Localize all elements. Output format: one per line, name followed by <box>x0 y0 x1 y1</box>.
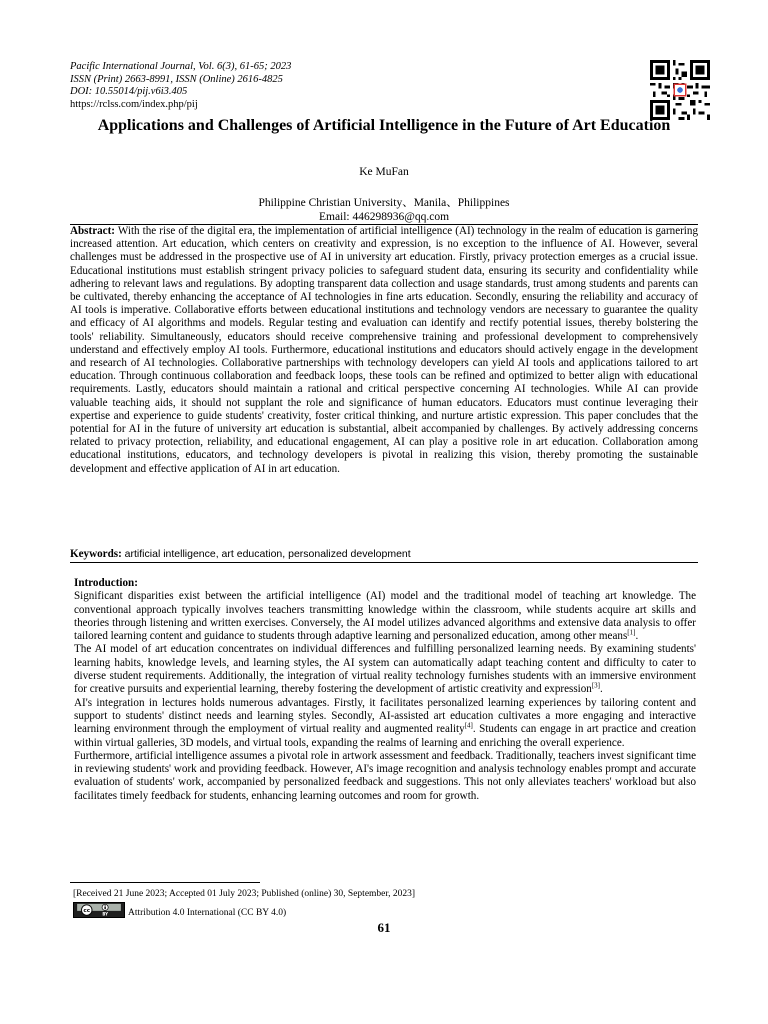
citation-ref: [1] <box>627 628 636 637</box>
cc-by-license-icon <box>73 902 125 918</box>
abstract-text: With the rise of the digital era, the implementation of artificial intelligence (AI) technology in the realm of education is garnering increased attention. Art education, which centers on creativity and expression, is no exception to the influence of AI. However, several challenges must be addressed in the prospective use of AI in university art education. Firstly, privacy protection emerges as a crucial issue. Educational institutions must establish stringent privacy policies to safeguard student data, ensuring its security and confidentiality while adhering to relevant laws and regulations. By adopting transparent data collection and usage standards, trust among students and parents can be cultivated, thereby enhancing the acceptance of AI technologies in fine arts education. Secondly, ensuring the reliability and accuracy of AI tools is imperative. Collaborative efforts between educational institutions and technology vendors are necessary to guarantee the quality and efficacy of AI algorithms and models. Regular testing and evaluation can identify and rectify potential issues, thereby bolstering the tools' reliability. Simultaneously, educators should receive comprehensive training and professional development to comprehensively understand and effectively employ AI tools. Furthermore, educational institutions and educators should actively engage in the development and research of AI technologies. Collaborative partnerships with technology developers can yield AI tools and applications tailored to art education. Through continuous collaboration and feedback loops, these tools can be refined and optimized to better align with educational requirements. Lastly, educators should maintain a rational and critical perspective concerning AI technologies. While AI can provide valuable teaching aids, it should not supplant the role and significance of human educators. Educators must continue leveraging their expertise and experience to guide students' creativity, foster critical thinking, and nurture artistic expression. This paper concludes that the potential for AI in the future of university art education is substantial, albeit accompanied by challenges. By actively addressing concerns related to privacy protection, reliability, and educational engagement, AI can play a positive role in art education. Collaboration among educational institutions, educators, and technology developers is pivotal in realizing this vision, thereby promoting the sustainable development and effective application of AI in art education. <box>70 225 698 475</box>
introduction-section <box>74 577 696 803</box>
paper-title: Applications and Challenges of Artificial Intelligence in the Future of Art Education <box>97 117 671 134</box>
keywords-bottom-rule <box>70 562 698 563</box>
intro-p3-end: . Students can engage in art practice and creation within virtual galleries, 3D models, and virtual tools, expanding the realms of learning and enriching the overall experience. <box>74 723 696 749</box>
affiliation-block <box>70 196 698 224</box>
svg-text:BY: BY <box>102 911 108 917</box>
intro-paragraph-2 <box>74 643 696 696</box>
license-text: Attribution 4.0 International (CC BY 4.0) <box>128 908 287 918</box>
keywords-label: Keywords: <box>70 548 122 560</box>
journal-issn: ISSN (Print) 2663-8991, ISSN (Online) 2616-4825 <box>70 73 283 85</box>
received-dates: [Received 21 June 2023; Accepted 01 July 2023; Published (online) 30, September, 2023] <box>73 889 416 899</box>
intro-p1-end: . <box>635 630 639 643</box>
intro-paragraph-1 <box>74 590 696 643</box>
journal-header <box>70 61 291 111</box>
introduction-heading: Introduction: <box>74 577 138 589</box>
footnote-rule <box>70 882 260 883</box>
citation-ref: [4] <box>464 721 473 730</box>
citation-ref: [3] <box>591 681 601 690</box>
journal-url[interactable]: https://rclss.com/index.php/pij <box>70 98 198 110</box>
intro-p1-text: Significant disparities exist between the artificial intelligence (AI) model and the traditional model of teaching art knowledge. The conventional approach typically involves teachers transmitting knowledge within the classroom, while students acquire art skills and theories through listening and written exercises. Conversely, the AI model utilizes advanced algorithms and extensive data analysis to offer tailored learning content and guidance to students through adaptive learning and personalized education, among other means <box>74 590 696 643</box>
page-number: 61 <box>377 920 391 935</box>
keywords <box>70 548 698 561</box>
author-email: Email: 446298936@qq.com <box>318 211 450 223</box>
intro-p2-text: The AI model of art education concentrates on individual differences and fulfilling personalized learning needs. By examining students' learning habits, knowledge levels, and learning styles, the AI system can automatically adapt teaching content and difficulty to cater to diverse student requirements. Additionally, the integration of virtual reality technology furnishes students with an immersive environment for creative pursuits and experiential learning, thereby fostering the development of artistic creativity and expression <box>74 643 696 696</box>
author-name: Ke MuFan <box>359 166 409 178</box>
affiliation: Philippine Christian University、Manila、Philippines <box>258 197 510 209</box>
svg-text:cc: cc <box>83 908 91 915</box>
qr-code-icon <box>650 60 710 120</box>
abstract-label: Abstract: <box>70 225 115 237</box>
intro-p2-end: . <box>600 683 603 696</box>
keywords-text: artificial intelligence, art education, personalized development <box>121 548 411 560</box>
intro-p3-text: AI's integration in lectures holds numerous advantages. Firstly, it facilitates personalized learning experiences by tailoring content and support to students' distinct needs and learning styles. Secondly, AI-assisted art education cultivates a more engaging and interactive learning environment through the employment of virtual reality and augmented reality <box>74 696 696 736</box>
abstract <box>70 225 698 476</box>
journal-doi: DOI: 10.55014/pij.v6i3.405 <box>70 86 188 98</box>
intro-paragraph-4: Furthermore, artificial intelligence assumes a pivotal role in artwork assessment and feedback. Traditionally, teachers invest significant time in reviewing students' work and providing feedback. However, AI's image recognition and analysis technology enables prompt and accurate evaluation of students' work, accompanied by personalized feedback and suggestions. This not only alleviates teachers' workload but also facilitates timely feedback for students, enhancing learning outcomes and room for growth. <box>74 749 696 802</box>
journal-citation: Pacific International Journal, Vol. 6(3), 61-65; 2023 <box>70 61 292 72</box>
intro-paragraph-3 <box>74 697 696 750</box>
